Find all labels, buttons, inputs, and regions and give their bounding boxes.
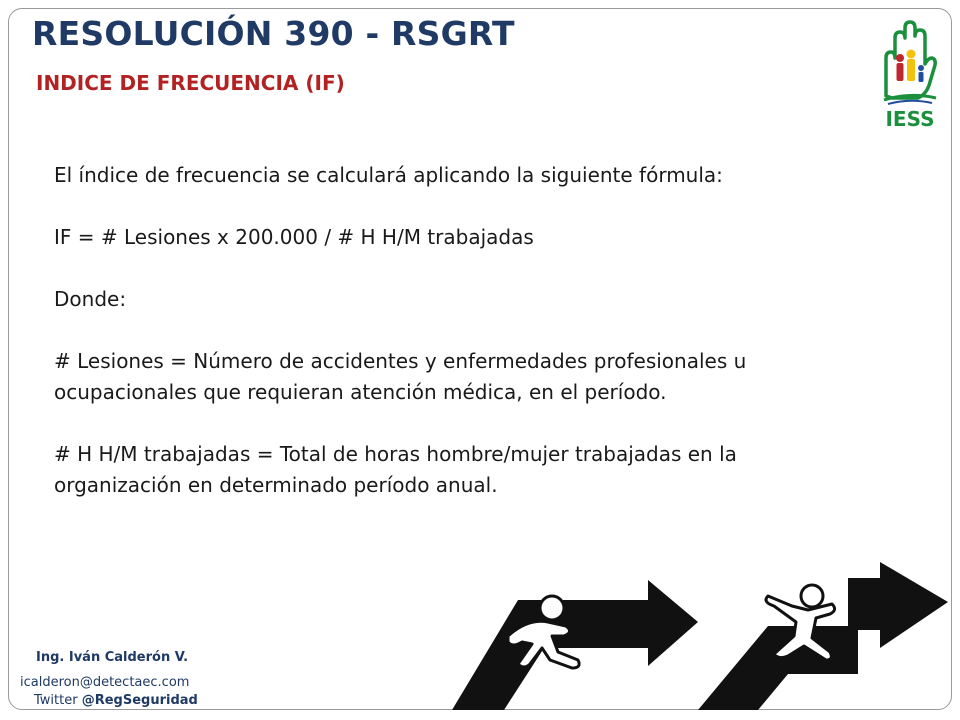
slide-body bbox=[54, 160, 884, 501]
hhm-definition-line-1: # H H/M trabajadas = Total de horas hombre/mujer trabajadas en la bbox=[54, 442, 737, 466]
author-name: Ing. Iván Calderón V. bbox=[36, 650, 189, 665]
slide-title: RESOLUCIÓN 390 - RSGRT bbox=[32, 14, 515, 53]
lesiones-definition-line-1: # Lesiones = Número de accidentes y enfermedades profesionales u bbox=[54, 349, 747, 373]
iess-hand-family-logo-icon bbox=[878, 18, 942, 130]
author-twitter bbox=[34, 693, 198, 708]
slide-subtitle: INDICE DE FRECUENCIA (IF) bbox=[36, 71, 345, 95]
running-figures-arrows-icon bbox=[448, 556, 948, 710]
formula-text: IF = # Lesiones x 200.000 / # H H/M trabajadas bbox=[54, 225, 534, 249]
twitter-prefix: Twitter bbox=[34, 693, 82, 708]
logo-text: IESS bbox=[885, 107, 935, 130]
author-email: icalderon@detectaec.com bbox=[20, 675, 190, 690]
intro-text: El índice de frecuencia se calculará aplicando la siguiente fórmula: bbox=[54, 163, 723, 187]
hhm-definition-line-2: organización en determinado período anual. bbox=[54, 473, 498, 497]
twitter-handle: @RegSeguridad bbox=[81, 693, 198, 708]
donde-label: Donde: bbox=[54, 287, 127, 311]
lesiones-definition-line-2: ocupacionales que requieran atención médica, en el período. bbox=[54, 380, 667, 404]
